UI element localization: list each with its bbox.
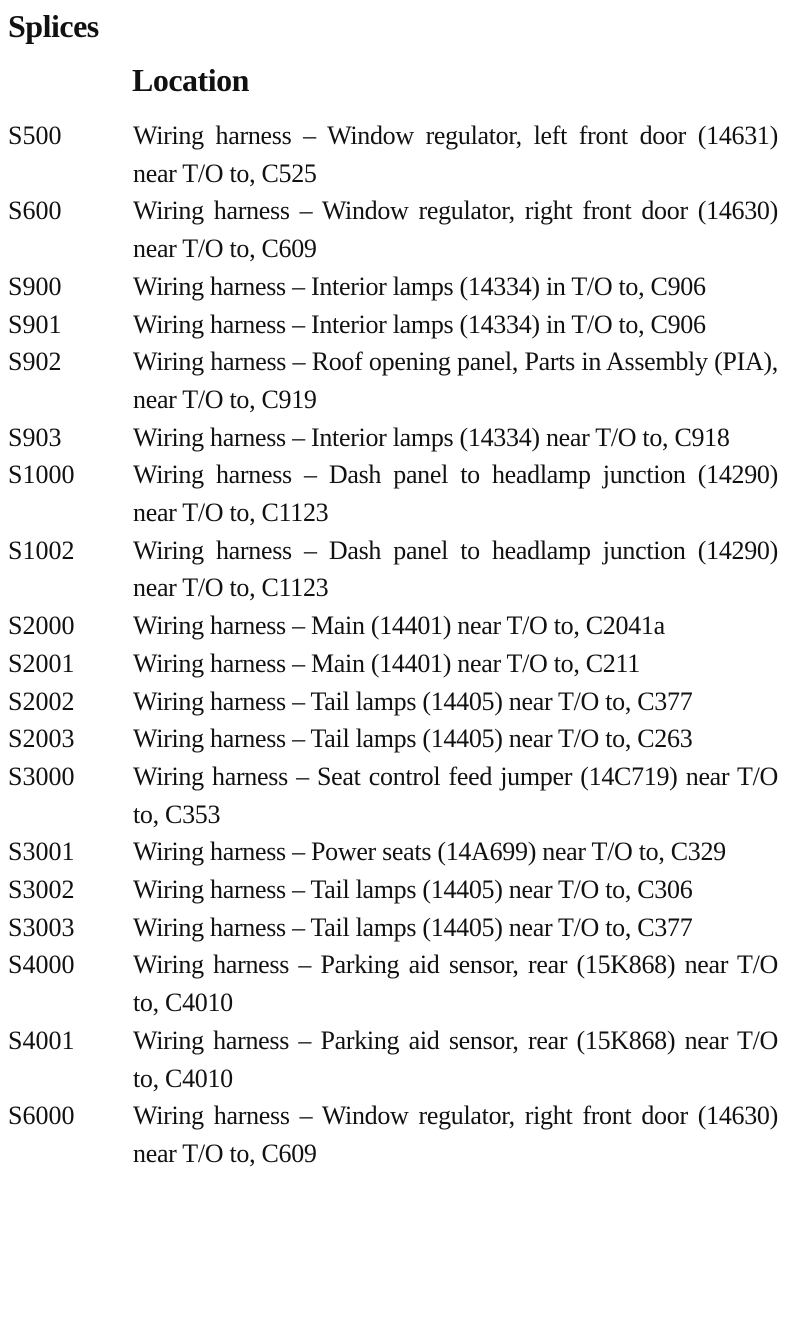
splice-entry — [0, 758, 792, 833]
splice-entry — [0, 720, 792, 758]
splice-location: Wiring harness – Main (14401) near T/O to, C211 — [133, 648, 640, 678]
splice-location: Wiring harness – Tail lamps (14405) near T/O to, C263 — [133, 724, 693, 754]
splice-location: Wiring harness – Tail lamps (14405) near T/O to, C377 — [133, 912, 693, 942]
splice-entry — [0, 268, 792, 306]
splice-code: S2003 — [8, 724, 75, 754]
splice-location: Wiring harness – Window regulator, left front door (14631) near T/O to, C525 — [133, 121, 778, 188]
splice-location: Wiring harness – Tail lamps (14405) near T/O to, C306 — [133, 875, 693, 905]
splice-list — [0, 117, 792, 1173]
splice-location: Wiring harness – Tail lamps (14405) near T/O to, C377 — [133, 686, 693, 716]
splice-entry — [0, 909, 792, 947]
splice-code: S2001 — [8, 648, 75, 678]
splice-code: S600 — [8, 196, 62, 226]
splice-entry — [0, 343, 792, 418]
splice-location: Wiring harness – Window regulator, right front door (14630) near T/O to, C609 — [133, 196, 778, 264]
splice-code: S4001 — [8, 1025, 75, 1055]
splice-code: S3003 — [8, 912, 75, 942]
splice-location: Wiring harness – Parking aid sensor, rear (15K868) near T/O to, C4010 — [133, 1025, 778, 1093]
splice-entry — [0, 1097, 792, 1172]
splice-location: Wiring harness – Seat control feed jumper (14C719) near T/O to, C353 — [133, 761, 778, 829]
splice-code: S3002 — [8, 875, 75, 905]
splice-location: Wiring harness – Dash panel to headlamp junction (14290) near T/O to, C1123 — [133, 535, 778, 603]
splice-entry — [0, 833, 792, 871]
splice-location: Wiring harness – Window regulator, right front door (14630) near T/O to, C609 — [133, 1101, 778, 1168]
splice-entry — [0, 683, 792, 721]
splice-code: S902 — [8, 347, 62, 377]
splice-entry — [0, 607, 792, 645]
splice-entry — [0, 419, 792, 457]
splice-location: Wiring harness – Interior lamps (14334) in T/O to, C906 — [133, 309, 706, 339]
splice-entry — [0, 456, 792, 531]
splice-code: S903 — [8, 422, 62, 452]
splice-entry — [0, 871, 792, 909]
splice-code: S4000 — [8, 950, 75, 980]
splice-location: Wiring harness – Main (14401) near T/O to, C2041a — [133, 611, 665, 641]
splice-entry — [0, 306, 792, 344]
splice-entry — [0, 192, 792, 267]
splice-code: S6000 — [8, 1101, 75, 1131]
splice-entry — [0, 117, 792, 192]
splice-entry — [0, 645, 792, 683]
splice-code: S3001 — [8, 837, 75, 867]
splice-code: S2000 — [8, 611, 75, 641]
splice-location: Wiring harness – Roof opening panel, Parts in Assembly (PIA), near T/O to, C919 — [133, 347, 778, 414]
location-column-heading: Location — [132, 62, 249, 98]
splice-entry — [0, 1022, 792, 1097]
splice-code: S3000 — [8, 761, 75, 791]
splice-location: Wiring harness – Power seats (14A699) near T/O to, C329 — [133, 837, 726, 867]
splice-location: Wiring harness – Parking aid sensor, rear (15K868) near T/O to, C4010 — [133, 950, 778, 1018]
splice-code: S901 — [8, 309, 62, 339]
splice-entry — [0, 946, 792, 1021]
splice-location: Wiring harness – Interior lamps (14334) in T/O to, C906 — [133, 271, 706, 301]
splice-code: S2002 — [8, 686, 75, 716]
splice-code: S900 — [8, 271, 62, 301]
splice-location: Wiring harness – Dash panel to headlamp junction (14290) near T/O to, C1123 — [133, 460, 778, 528]
splice-location: Wiring harness – Interior lamps (14334) near T/O to, C918 — [133, 422, 730, 452]
splice-entry — [0, 532, 792, 607]
splice-code: S1000 — [8, 460, 75, 490]
splice-code: S1002 — [8, 535, 75, 565]
splice-code: S500 — [8, 121, 62, 150]
page-title: Splices — [8, 8, 99, 44]
